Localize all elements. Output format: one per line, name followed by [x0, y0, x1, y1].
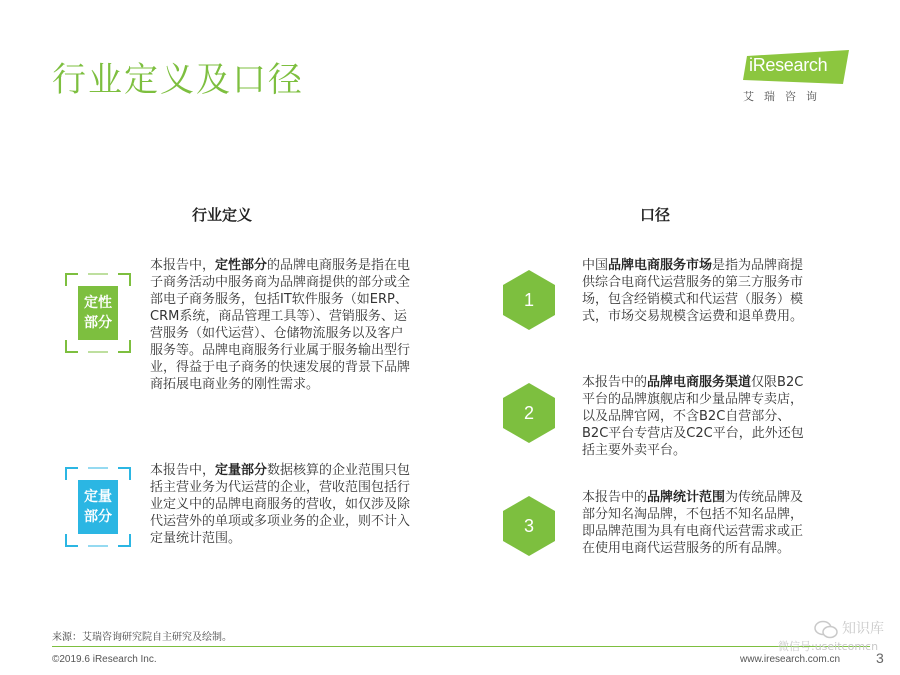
watermark-name: 知识库 [842, 621, 884, 637]
logo-brand: iResearch [749, 55, 828, 75]
quantitative-text: 本报告中，定量部分数据核算的企业范围只包括主营业务为代运营的企业，营收范围包括行业定义中的品牌电商服务的营收，如仅涉及除代运营外的单项或多项业务的企业，则不计入定量统计范围。 [150, 463, 411, 546]
qualitative-badge [78, 286, 118, 340]
quantitative-badge [78, 480, 118, 534]
quantitative-badge-line2: 部分 [84, 509, 112, 525]
scope-item-2: 本报告中的品牌电商服务渠道仅限B2C平台的品牌旗舰店和少量品牌专卖店，以及品牌官网，不含B2C自营部分、B2C平台专营店及C2C平台，此外还包括主要外卖平台。 [582, 375, 804, 458]
scope-item-1: 中国品牌电商服务市场是指为品牌商提供综合电商代运营服务的第三方服务市场，包含经销模式和代运营（服务）模式，市场交易规模含运费和退单费用。 [582, 258, 804, 324]
watermark-id: 微信号:useitcomcn [778, 640, 879, 653]
qualitative-badge-line1: 定性 [84, 295, 112, 311]
wechat-icon [814, 620, 838, 640]
page-title: 行业定义及口径 [52, 60, 304, 100]
quantitative-badge-line1: 定量 [84, 489, 112, 505]
quantitative-badge-frame [64, 466, 132, 548]
scope-number-1: 1 [503, 270, 555, 330]
logo-subtitle: 艾瑞咨询 [743, 90, 827, 103]
watermark [778, 614, 894, 654]
footer-divider [52, 646, 870, 647]
page-number: 3 [876, 650, 884, 666]
scope-heading: 口径 [640, 206, 671, 224]
iresearch-logo [743, 50, 855, 102]
scope-number-3: 3 [503, 496, 555, 556]
copyright: ©2019.6 iResearch Inc. [52, 654, 157, 665]
definition-heading: 行业定义 [192, 206, 253, 224]
qualitative-badge-line2: 部分 [84, 315, 112, 331]
qualitative-text: 本报告中，定性部分的品牌电商服务是指在电子商务活动中服务商为品牌商提供的部分或全部电子商务服务，包括IT软件服务（如ERP、CRM系统，商品管理工具等）、营销服务、运营服务（如代运营）、仓储物流服务以及客户服务等。品牌电商服务行业属于服务输出型行业，得益于电子商务的快速发展的背景下品牌商拓展电商业务的刚性需求。 [150, 258, 411, 392]
scope-item-3: 本报告中的品牌统计范围为传统品牌及部分知名淘品牌，不包括不知名品牌，即品牌范围为具有电商代运营需求或正在使用电商代运营服务的所有品牌。 [582, 490, 804, 556]
source-note: 来源：艾瑞咨询研究院自主研究及绘制。 [52, 632, 232, 643]
scope-number-2: 2 [503, 383, 555, 443]
website-link[interactable]: www.iresearch.com.cn [740, 654, 841, 665]
qualitative-badge-frame [64, 272, 132, 354]
